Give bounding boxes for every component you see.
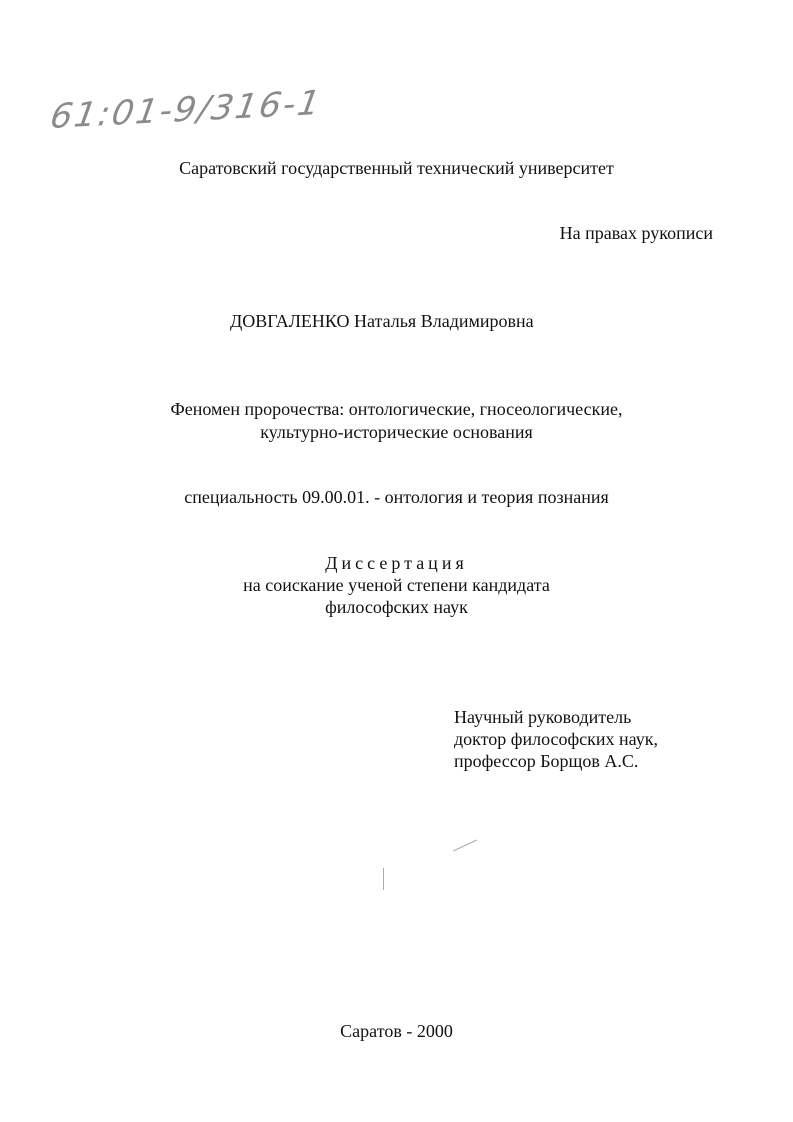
dissertation-title-line-1: Феномен пророчества: онтологические, гносеологические,	[170, 399, 623, 419]
scan-mark	[453, 840, 477, 852]
degree-line-2: философских наук	[325, 597, 468, 617]
degree-line-1: на соискание ученой степени кандидата	[243, 575, 550, 595]
work-type-heading: Диссертация	[325, 553, 468, 573]
specialty-line: специальность 09.00.01. - онтология и теория познания	[184, 487, 609, 507]
scan-mark	[383, 868, 384, 890]
manuscript-note: На правах рукописи	[559, 223, 713, 243]
supervisor-degree: доктор философских наук,	[454, 729, 658, 749]
author-name: ДОВГАЛЕНКО Наталья Владимировна	[230, 311, 534, 331]
dissertation-title-line-2: культурно-исторические основания	[260, 422, 533, 442]
handwritten-archive-mark: 61:01-9/316-1	[47, 83, 325, 137]
supervisor-name: профессор Борщов А.С.	[454, 751, 639, 771]
supervisor-label: Научный руководитель	[454, 707, 632, 727]
place-and-year: Саратов - 2000	[340, 1021, 453, 1041]
university-name: Саратовский государственный технический университет	[179, 158, 614, 178]
